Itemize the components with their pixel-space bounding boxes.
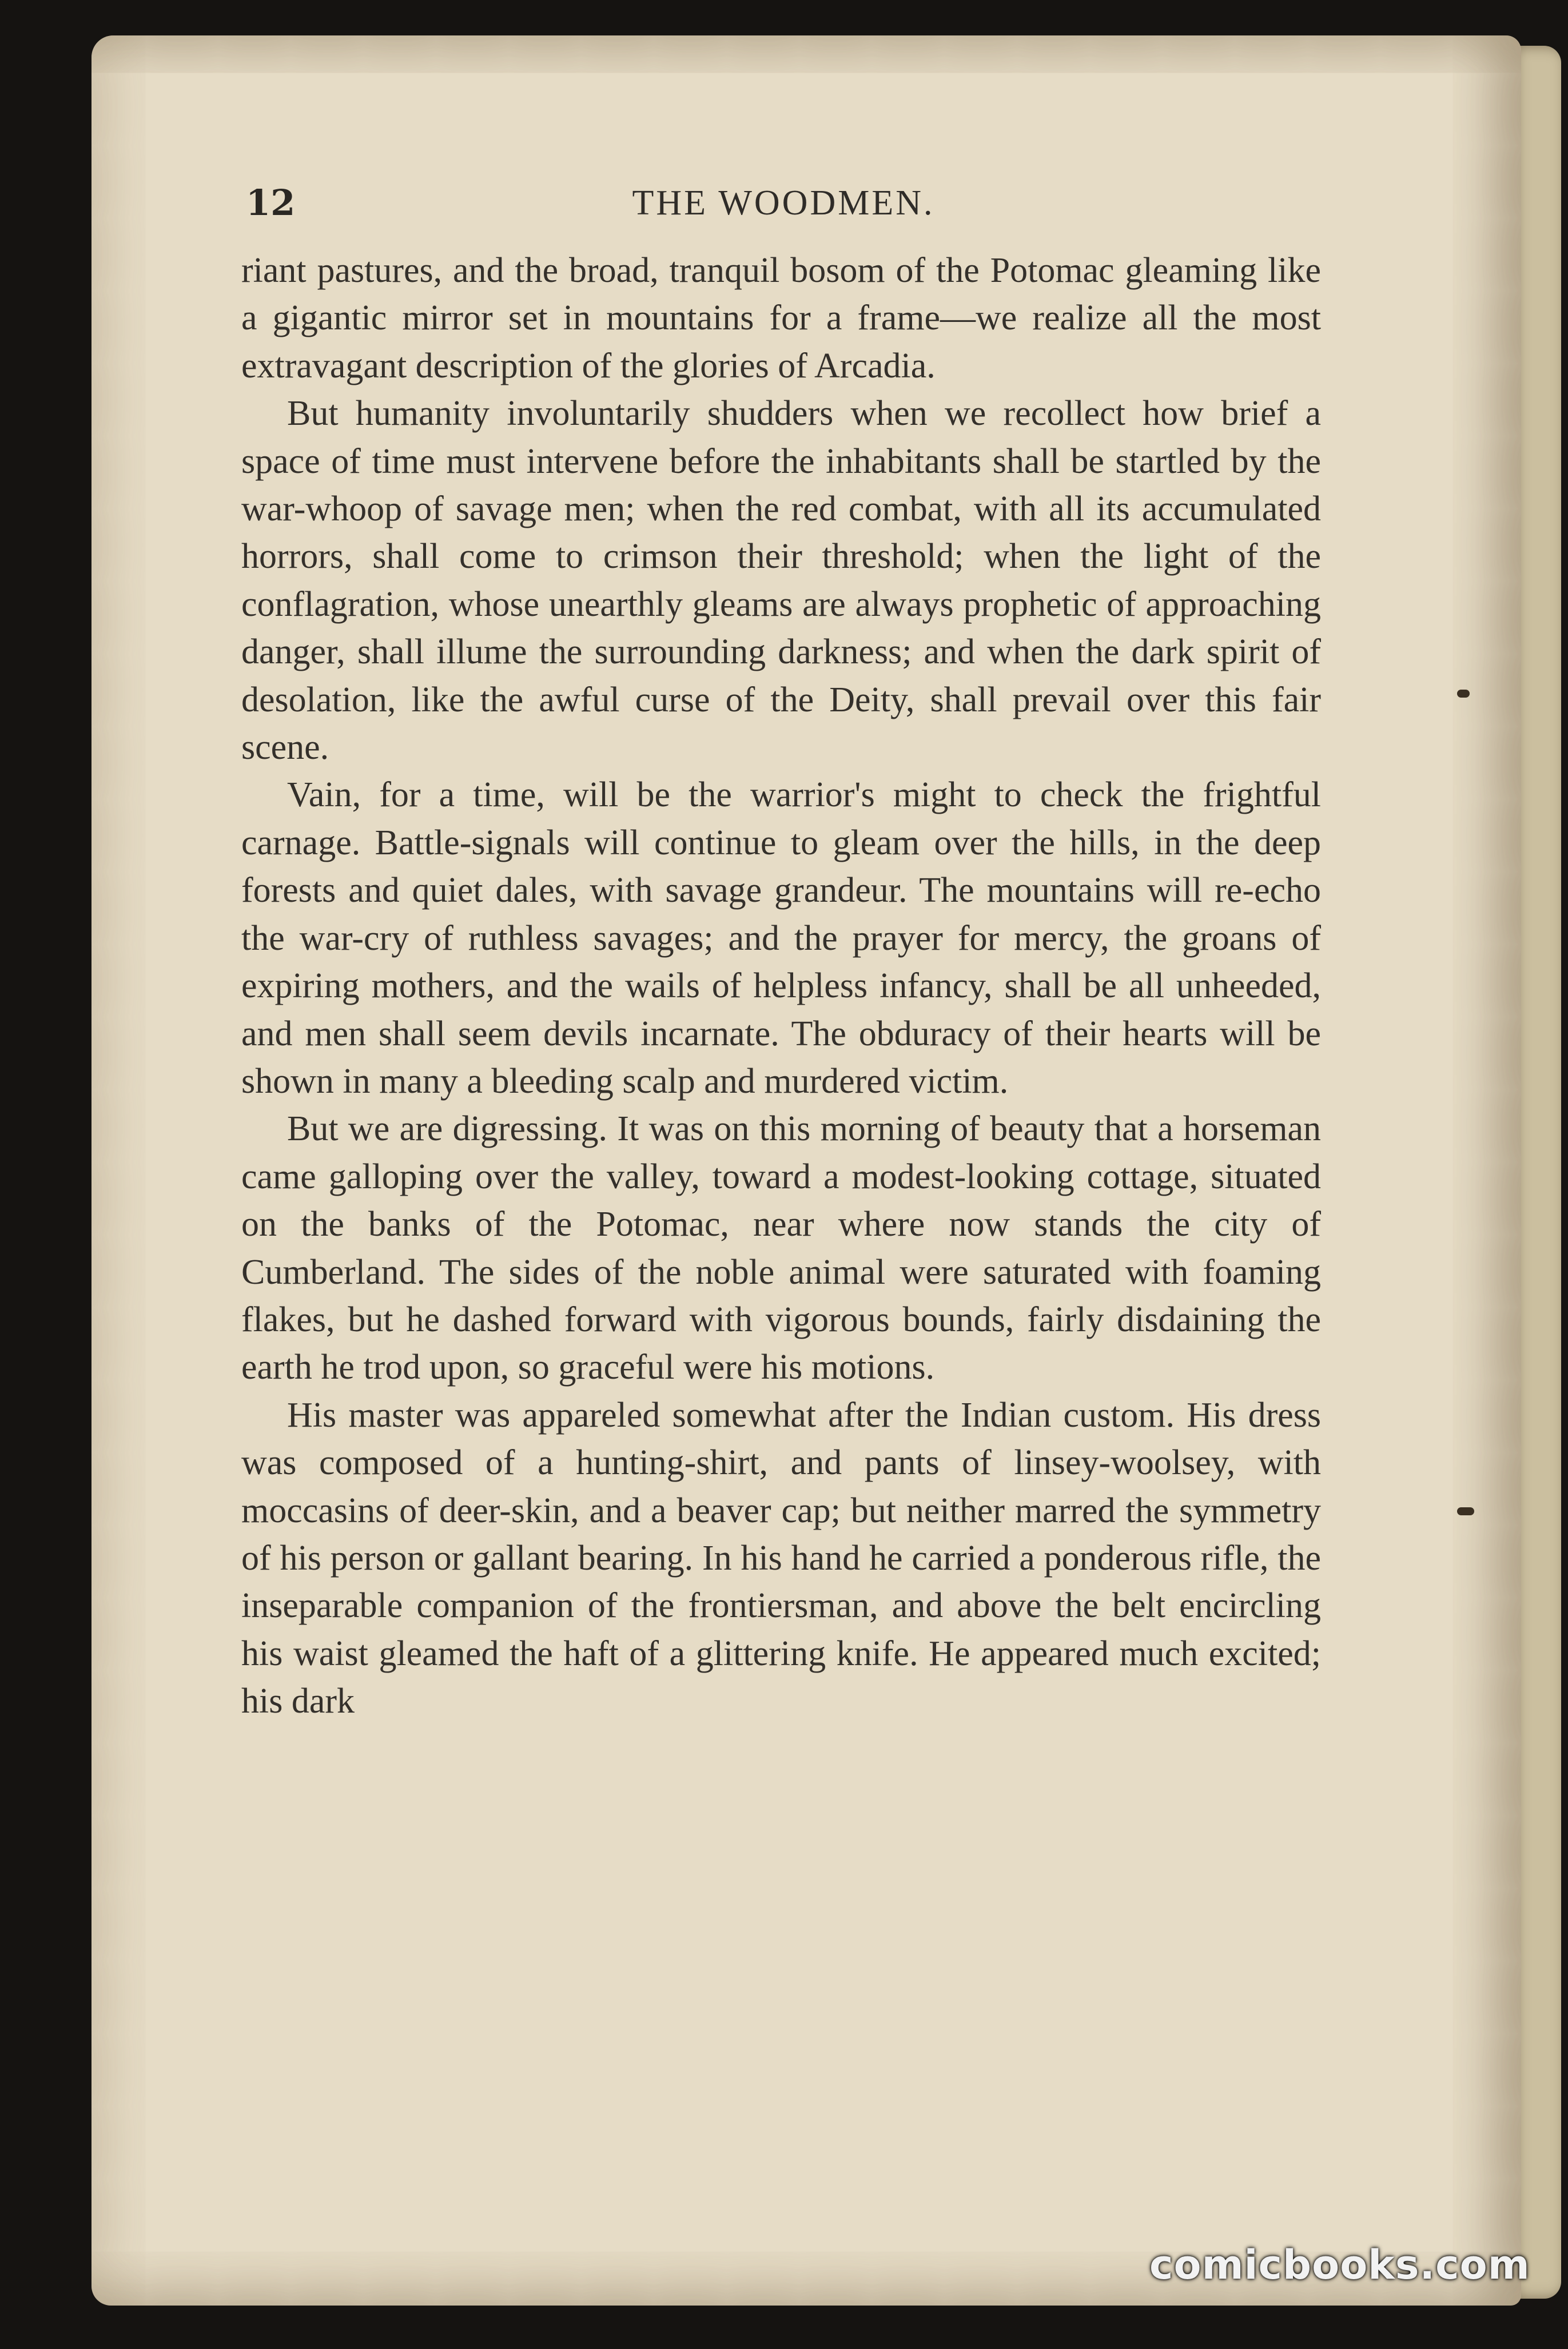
running-head <box>246 182 1321 228</box>
paragraph: riant pastures, and the broad, tranquil bosom of the Potomac gleaming like a gigantic mirror set in mountains for a frame—we realize all the most extravagant description of the glories of Arcadia. <box>241 251 1321 385</box>
paragraph: But we are digressing. It was on this morning of beauty that a horseman came galloping over the valley, toward a modest-looking cottage, situated on the banks of the Potomac, near where now stands the city of Cumberland. The sides of the noble animal were saturated with foaming flakes, but he dashed forward with vigorous bounds, fairly disdaining the earth he trod upon, so graceful were his motions. <box>241 1109 1321 1387</box>
page-edge-mark <box>1457 690 1470 698</box>
page-edge-mark <box>1457 1507 1474 1515</box>
page-number: 12 <box>246 182 296 224</box>
body-text <box>241 247 1321 1726</box>
paragraph: His master was appareled somewhat after the Indian custom. His dress was composed of a hunting-shirt, and pants of linsey-woolsey, with moccasins of deer-skin, and a beaver cap; but neither marred the symmetry of his person or gallant bearing. In his hand he carried a ponderous rifle, the inseparable companion of the frontiersman, and above the belt encircling his waist gleamed the haft of a glittering knife. He appeared much excited; his dark <box>241 1395 1321 1721</box>
book-title: THE WOODMEN. <box>632 184 935 222</box>
paragraph: Vain, for a time, will be the warrior's might to check the frightful carnage. Battle-signals will continue to gleam over the hills, in the deep forests and quiet dales, with savage grandeur. The mountains will re-echo the war-cry of ruthless savages; and the prayer for mercy, the groans of expiring mothers, and the wails of helpless infancy, shall be all unheeded, and men shall seem devils incarnate. The obduracy of their hearts will be shown in many a bleeding scalp and murdered victim. <box>241 775 1321 1101</box>
paragraph: But humanity involuntarily shudders when we recollect how brief a space of time must intervene before the inhabitants shall be startled by the war-whoop of savage men; when the red combat, with all its accumulated horrors, shall come to crimson their threshold; when the light of the conflagration, whose unearthly gleams are always prophetic of approaching danger, shall illume the surrounding darkness; and when the dark spirit of desolation, like the awful curse of the Deity, shall prevail over this fair scene. <box>241 394 1321 767</box>
watermark: comicbooks.com <box>1149 2241 1530 2288</box>
